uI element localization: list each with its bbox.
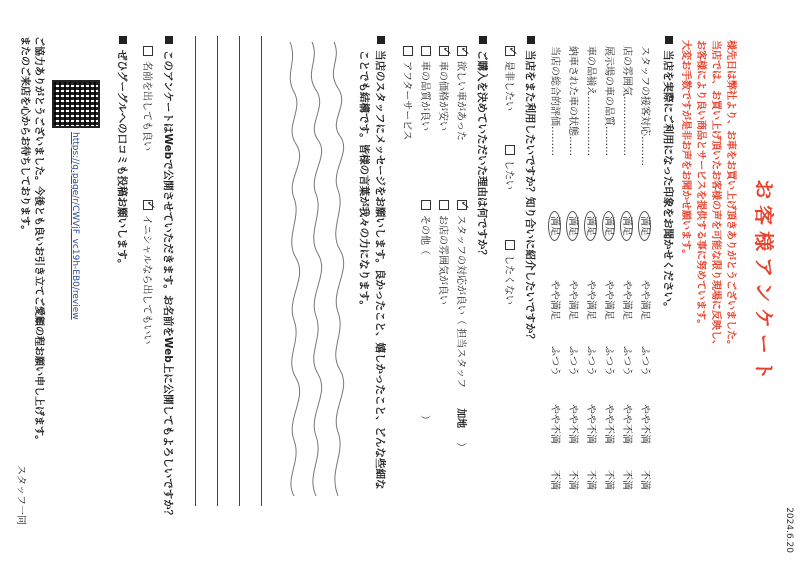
thanks-line: ご協力ありがとうございました。今後とも良いお引き立てご愛顧の程お願い申し上げます。 [33, 36, 44, 446]
question-5-label: このアンケートはWebで公開させていただきます。お名前をWeb上に公開してもよろしいですか？ [162, 50, 174, 521]
rating-option-label: 満足 [602, 211, 615, 241]
checkbox-checked-icon[interactable] [457, 200, 467, 210]
q3-option-label: その他（ [419, 215, 430, 255]
rating-option[interactable] [639, 470, 654, 490]
bullet-square-icon [665, 36, 673, 44]
checkbox-checked-icon[interactable] [505, 46, 515, 56]
rating-option[interactable] [549, 470, 564, 490]
rating-option[interactable] [585, 216, 600, 241]
checkbox-checked-icon[interactable] [143, 200, 153, 210]
rating-option-label: ふつう [567, 346, 578, 376]
date: 2024.6.20 [784, 507, 794, 553]
rating-option-label: やや不満 [585, 404, 596, 444]
rating-option[interactable] [603, 404, 618, 444]
rating-option[interactable] [549, 404, 564, 444]
question-3 [475, 36, 490, 260]
q2-option-label: したくない [503, 255, 514, 305]
q2-option-label: したい [503, 160, 514, 190]
rating-option-label: 満足 [620, 211, 633, 241]
q5-option-label: 名前を出しても良い [141, 61, 152, 151]
rating-option-label: 不満 [621, 470, 632, 490]
q3-option-2[interactable] [455, 200, 470, 452]
checkbox-icon[interactable] [421, 46, 431, 56]
bullet-square-icon [377, 36, 385, 44]
question-4 [373, 36, 388, 490]
rating-row-label: 当店の総合的評価……… [549, 46, 560, 156]
rating-option-label: やや満足 [603, 280, 614, 320]
qr-code-icon[interactable] [52, 80, 100, 128]
checkbox-icon[interactable] [505, 145, 515, 155]
intro-line: 大変お手数ですが是非お声をお聞かせ願います。 [680, 40, 691, 260]
intro-line: 様先日は弊社より、お車をお買い上げ頂きありがとうございました。 [725, 40, 736, 350]
q3-option-label: お店の雰囲気が良い [437, 215, 448, 305]
checkbox-icon[interactable] [505, 240, 515, 250]
rating-option-label: 満足 [584, 211, 597, 241]
intro-line: 当店では、お買い上げ頂いたお客様の声を可能な限り現場に反映し、 [710, 40, 721, 350]
rating-option[interactable] [585, 404, 600, 444]
rating-option[interactable] [603, 280, 618, 320]
rating-option[interactable] [603, 470, 618, 490]
question-5 [161, 36, 176, 520]
rating-option-label: やや不満 [549, 404, 560, 444]
question-4-label-2: ことでも結構です。皆様の言葉が我々の力になります。 [358, 50, 370, 311]
intro-line: お客様により良い商品とサービスを提供する事に努めています。 [695, 40, 706, 330]
bullet-square-icon [165, 36, 173, 44]
checkbox-icon[interactable] [403, 46, 413, 56]
rating-option-label: 満足 [638, 211, 651, 241]
rating-row-label: 車の品揃え……………… [585, 46, 596, 156]
q3-option-1[interactable] [455, 46, 470, 141]
rating-row-label: スタッフの接客対応……… [639, 46, 650, 166]
rating-option-label: 不満 [585, 470, 596, 490]
rating-option[interactable] [567, 216, 582, 241]
question-1-label: 当店を実際にご利用になった印象をお聞かせください。 [662, 50, 674, 313]
rating-option-label: ふつう [621, 346, 632, 376]
question-6 [115, 36, 130, 269]
rating-option-label: やや満足 [567, 280, 578, 320]
rating-option-label: やや不満 [621, 404, 632, 444]
rating-option-label: ふつう [603, 346, 614, 376]
staff-name-note: 加地 [455, 408, 466, 429]
question-6-label: ぜひグーグルへの口コミも投稿お願いします。 [116, 50, 128, 270]
rating-row-label: 店の雰囲気……………… [621, 46, 632, 156]
rating-option-label: やや満足 [639, 280, 650, 320]
rating-option[interactable] [621, 280, 636, 320]
rating-option[interactable] [639, 346, 654, 376]
bullet-square-icon [527, 36, 535, 44]
q5-option-1[interactable] [141, 46, 156, 151]
rating-option-label: やや不満 [603, 404, 614, 444]
q3-close-paren: ） [419, 415, 430, 425]
q3-option-label: 欲しい車があった [455, 61, 466, 141]
ruled-line [261, 36, 262, 506]
rating-option[interactable] [621, 216, 636, 241]
page-title: お客様アンケート [752, 179, 776, 386]
rating-option[interactable] [549, 280, 564, 320]
rating-option[interactable] [585, 280, 600, 320]
q3-option-label: スタッフの対応が良い（ 担当スタッフ [455, 215, 466, 389]
question-4-label: 当店のスタッフにメッセージをお願いします。良かったこと、嬉しかったこと、どんな些細な [374, 50, 386, 490]
rating-option-label: ふつう [549, 346, 560, 376]
q3-option-label: 車の価格が安い [437, 61, 448, 131]
q2-option-1[interactable] [503, 46, 518, 111]
question-3-label: ご購入を決めていただいた理由は何ですか？ [476, 50, 488, 260]
checkbox-checked-icon[interactable] [457, 46, 467, 56]
rating-option-label: 不満 [639, 470, 650, 490]
rating-option-label: やや不満 [567, 404, 578, 444]
q3-option-label: アフターサービス [401, 61, 412, 141]
rating-option-label: やや満足 [585, 280, 596, 320]
thanks-line: またのご来店を心からお待ちしております。 [19, 36, 30, 236]
q2-option-3[interactable] [503, 240, 518, 305]
rating-option-label: 不満 [567, 470, 578, 490]
question-1 [661, 36, 676, 313]
rating-option[interactable] [585, 346, 600, 376]
rating-option[interactable] [567, 404, 582, 444]
bullet-square-icon [119, 36, 127, 44]
signature: スタッフ一同 [15, 465, 26, 525]
rating-option[interactable] [621, 346, 636, 376]
q2-option-2[interactable] [503, 145, 518, 190]
rating-row-label: 展示場の車の品質……… [603, 46, 614, 156]
rating-option-label: 満足 [548, 211, 561, 241]
ruled-line [217, 36, 218, 506]
rating-option[interactable] [639, 216, 654, 241]
rating-option-label: 満足 [566, 211, 579, 241]
q3-option-7[interactable] [401, 46, 416, 140]
q3-option-6[interactable] [419, 200, 434, 425]
rating-option[interactable] [549, 346, 564, 376]
rating-option[interactable] [585, 470, 600, 490]
q3-close-paren: ） [455, 442, 466, 453]
handwritten-message[interactable] [280, 40, 346, 500]
q3-option-3[interactable] [437, 46, 452, 131]
question-2 [523, 36, 538, 344]
rating-option[interactable] [549, 216, 564, 241]
rating-option[interactable] [603, 346, 618, 376]
ruled-line [239, 36, 240, 506]
checkbox-icon[interactable] [143, 46, 153, 56]
rating-option[interactable] [567, 280, 582, 320]
rating-option[interactable] [639, 280, 654, 320]
checkbox-icon[interactable] [439, 200, 449, 210]
rating-option[interactable] [603, 216, 618, 241]
rating-option[interactable] [621, 470, 636, 490]
bullet-square-icon [479, 36, 487, 44]
ruled-line [195, 36, 196, 506]
q5-option-2[interactable] [141, 200, 156, 344]
q3-option-5[interactable] [419, 46, 434, 131]
q5-option-label: イニシャルなら出してもいい [141, 215, 152, 345]
rating-option-label: ふつう [639, 346, 650, 376]
rating-option-label: 不満 [549, 470, 560, 490]
checkbox-icon[interactable] [421, 200, 431, 210]
rating-option-label: やや満足 [549, 280, 560, 320]
checkbox-checked-icon[interactable] [439, 46, 449, 56]
q3-option-4[interactable] [437, 200, 452, 305]
q2-option-label: 是非したい [503, 61, 514, 111]
rating-option-label: やや満足 [621, 280, 632, 320]
rating-option-label: 不満 [603, 470, 614, 490]
review-link[interactable]: https://g.page/r/CWVjF_vc19h-EB0/review [70, 132, 80, 320]
rating-row-label: 納車された車の状態…… [567, 46, 578, 156]
q3-option-label: 車の品質が良い [419, 61, 430, 131]
rating-option[interactable] [567, 470, 582, 490]
rating-option[interactable] [567, 346, 582, 376]
rating-option[interactable] [639, 404, 654, 444]
rating-option-label: ふつう [585, 346, 596, 376]
rating-option[interactable] [621, 404, 636, 444]
rating-option-label: やや不満 [639, 404, 650, 444]
question-2-label: 当店をまた利用したいですか？知り合いに紹介したいですか？ [524, 50, 536, 344]
